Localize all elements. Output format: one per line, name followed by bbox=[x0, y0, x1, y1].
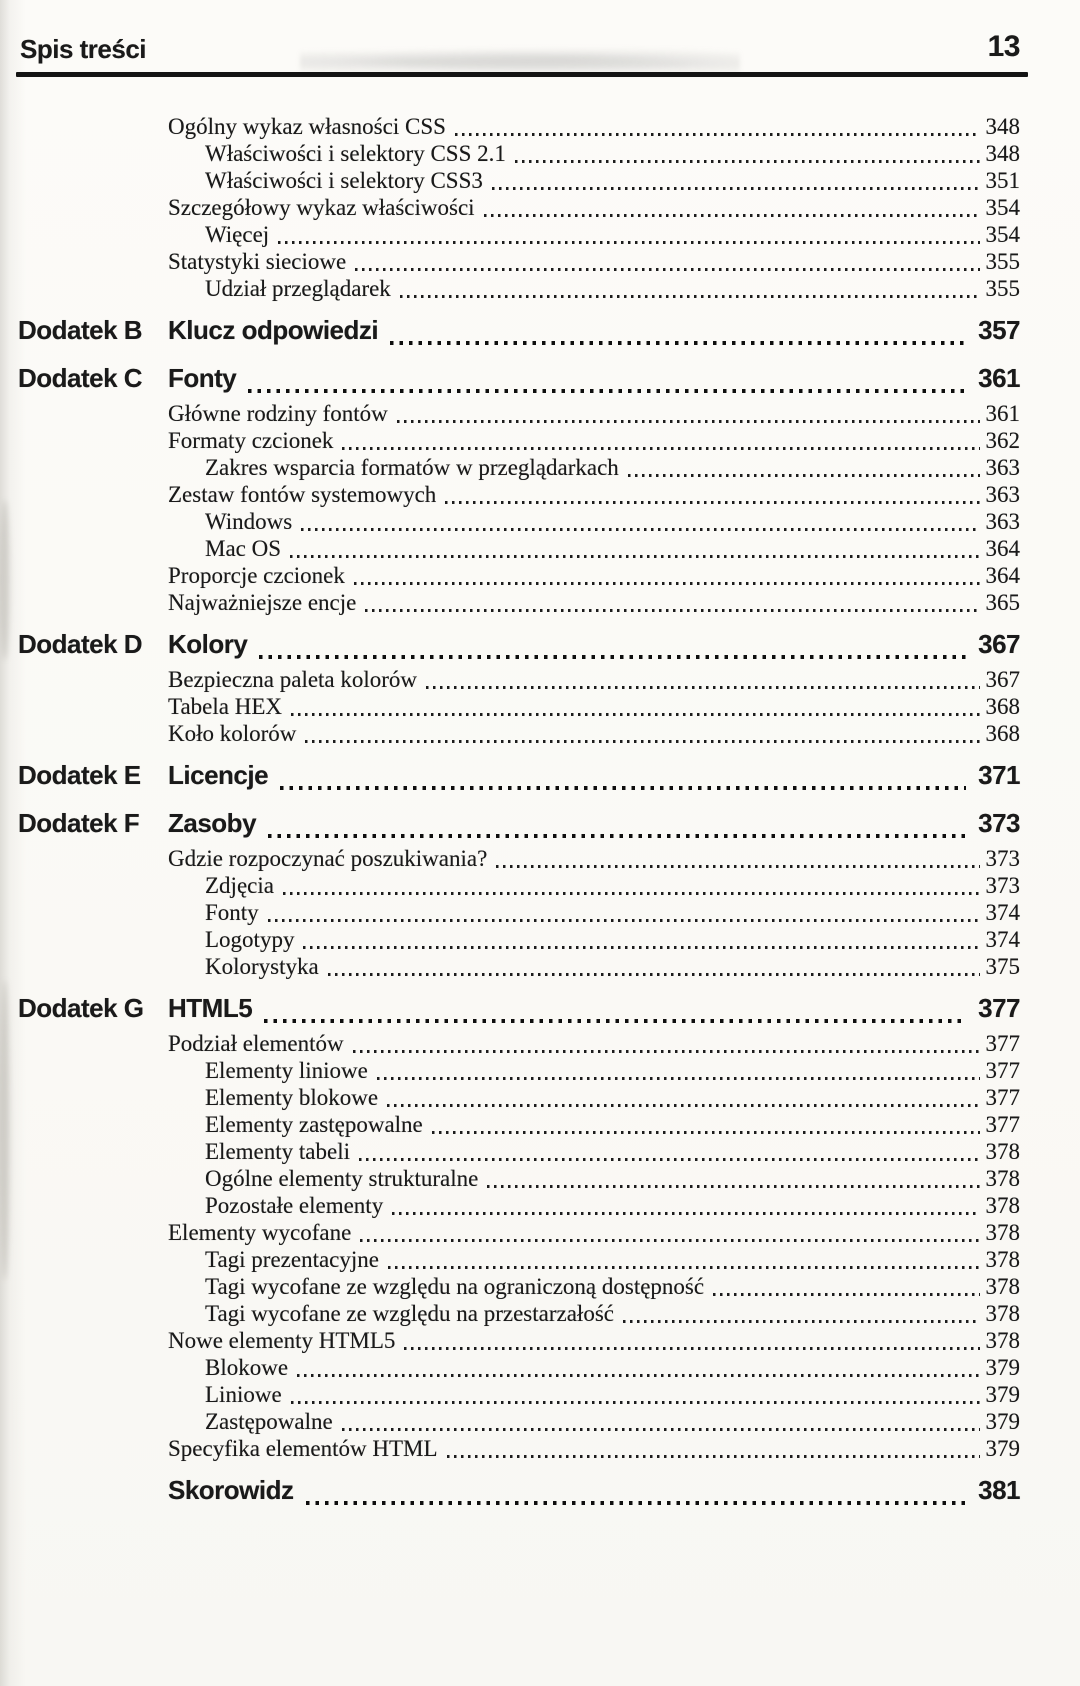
toc-entry-page: 368 bbox=[985, 721, 1020, 746]
dot-leader bbox=[713, 1293, 979, 1296]
dot-leader bbox=[291, 713, 980, 716]
toc-entry-title: Elementy blokowe bbox=[205, 1085, 379, 1110]
dot-leader bbox=[305, 740, 979, 743]
toc-entry-title: Blokowe bbox=[205, 1355, 289, 1380]
dot-leader bbox=[487, 1185, 979, 1188]
toc-chapter-title: Licencje bbox=[168, 760, 269, 790]
toc-entry-title: Główne rodziny fontów bbox=[168, 401, 388, 426]
toc-entry-title: Nowe elementy HTML5 bbox=[168, 1328, 396, 1353]
toc-chapter-title: Zasoby bbox=[168, 808, 257, 838]
toc-entry-page: 377 bbox=[985, 1085, 1020, 1110]
toc-entry bbox=[18, 590, 1020, 617]
toc-entry-page: 378 bbox=[985, 1193, 1020, 1218]
dot-leader bbox=[268, 919, 980, 922]
toc-entry-page: 364 bbox=[985, 563, 1020, 588]
toc-entry-title: Liniowe bbox=[205, 1382, 282, 1407]
toc-entry-page: 362 bbox=[985, 428, 1020, 453]
toc-chapter-row bbox=[18, 993, 1020, 1029]
toc-entry bbox=[18, 222, 1020, 249]
toc-entry-page: 348 bbox=[985, 141, 1020, 166]
toc-entry-page: 355 bbox=[985, 249, 1020, 274]
toc-entry-title: Fonty bbox=[205, 900, 259, 925]
toc-entry bbox=[18, 1139, 1020, 1166]
toc-chapter-page: 381 bbox=[978, 1475, 1020, 1505]
toc-entry-title: Zdjęcia bbox=[205, 873, 274, 898]
toc-entry bbox=[18, 1058, 1020, 1085]
toc-entry-title: Tagi wycofane ze względu na ograniczoną dostępność bbox=[205, 1274, 705, 1299]
toc-entry bbox=[18, 1436, 1020, 1463]
dot-leader bbox=[301, 528, 979, 531]
toc-entry bbox=[18, 954, 1020, 981]
toc-entry-page: 375 bbox=[985, 954, 1020, 979]
toc-entry-title: Bezpieczna paleta kolorów bbox=[168, 667, 418, 692]
toc-chapter-label: Dodatek G bbox=[18, 993, 144, 1023]
toc-entry-title: Więcej bbox=[205, 222, 270, 247]
toc-entry-page: 348 bbox=[985, 114, 1020, 139]
toc-chapter-row bbox=[18, 808, 1020, 844]
toc-entry bbox=[18, 1409, 1020, 1436]
toc-chapter-row bbox=[18, 1475, 1020, 1511]
dot-leader bbox=[397, 420, 980, 423]
toc-entry-title: Windows bbox=[205, 509, 293, 534]
dot-leader bbox=[342, 1428, 980, 1431]
dot-leader bbox=[388, 1266, 980, 1269]
toc-entry bbox=[18, 1112, 1020, 1139]
toc-chapter-title: HTML5 bbox=[168, 993, 253, 1023]
toc-entry bbox=[18, 114, 1020, 141]
dot-leader bbox=[264, 1019, 966, 1023]
dot-leader bbox=[306, 1501, 967, 1505]
toc-chapter-title: Skorowidz bbox=[168, 1475, 294, 1505]
toc-entry-title: Elementy zastępowalne bbox=[205, 1112, 423, 1137]
toc-entry bbox=[18, 1031, 1020, 1058]
toc-entry-page: 379 bbox=[985, 1355, 1020, 1380]
toc-entry-title: Specyfika elementów HTML bbox=[168, 1436, 438, 1461]
toc-chapter-label: Dodatek C bbox=[18, 363, 143, 393]
dot-leader bbox=[303, 946, 979, 949]
toc-entry bbox=[18, 1328, 1020, 1355]
toc-chapter-label: Dodatek E bbox=[18, 760, 141, 790]
toc-entry-title: Zastępowalne bbox=[205, 1409, 333, 1434]
toc-entry-title: Właściwości i selektory CSS 2.1 bbox=[205, 141, 506, 166]
toc-entry-title: Elementy liniowe bbox=[205, 1058, 368, 1083]
toc-entry bbox=[18, 249, 1020, 276]
toc-entry bbox=[18, 873, 1020, 900]
toc-entry bbox=[18, 141, 1020, 168]
toc-chapter-page: 361 bbox=[978, 363, 1020, 393]
dot-leader bbox=[259, 655, 966, 659]
toc-entry bbox=[18, 276, 1020, 303]
toc-entry bbox=[18, 1382, 1020, 1409]
dot-leader bbox=[628, 474, 980, 477]
dot-leader bbox=[342, 447, 979, 450]
toc-entry-page: 379 bbox=[985, 1436, 1020, 1461]
toc-entry bbox=[18, 1274, 1020, 1301]
toc-entry bbox=[18, 482, 1020, 509]
toc-entry bbox=[18, 509, 1020, 536]
toc-entry-page: 378 bbox=[985, 1328, 1020, 1353]
toc-chapter-page: 371 bbox=[978, 760, 1020, 790]
toc-entry bbox=[18, 927, 1020, 954]
toc-entry-page: 377 bbox=[985, 1058, 1020, 1083]
dot-leader bbox=[248, 389, 966, 393]
toc-entry-title: Tagi wycofane ze względu na przestarzałość bbox=[205, 1301, 614, 1326]
toc-entry-title: Elementy wycofane bbox=[168, 1220, 352, 1245]
toc-entry-title: Podział elementów bbox=[168, 1031, 344, 1056]
toc-entry-title: Właściwości i selektory CSS3 bbox=[205, 168, 483, 193]
toc-entry-title: Statystyki sieciowe bbox=[168, 249, 347, 274]
scan-edge-blotch bbox=[0, 500, 10, 660]
dot-leader bbox=[283, 892, 980, 895]
dot-leader bbox=[392, 1212, 979, 1215]
toc-entry bbox=[18, 168, 1020, 195]
dot-leader bbox=[328, 973, 980, 976]
dot-leader bbox=[360, 1239, 979, 1242]
toc-chapter-row bbox=[18, 760, 1020, 796]
dot-leader bbox=[291, 1401, 980, 1404]
toc-entry-page: 379 bbox=[985, 1382, 1020, 1407]
toc-entry-title: Formaty czcionek bbox=[168, 428, 334, 453]
toc-entry bbox=[18, 1355, 1020, 1382]
toc-entry-page: 378 bbox=[985, 1220, 1020, 1245]
toc-entry-page: 354 bbox=[985, 195, 1020, 220]
toc-entry-title: Tagi prezentacyjne bbox=[205, 1247, 379, 1272]
toc-entry-page: 379 bbox=[985, 1409, 1020, 1434]
scan-edge-blotch bbox=[0, 980, 10, 1280]
toc-entry bbox=[18, 195, 1020, 222]
toc-entry-page: 378 bbox=[985, 1301, 1020, 1326]
toc-entry bbox=[18, 401, 1020, 428]
dot-leader bbox=[280, 786, 966, 790]
dot-leader bbox=[359, 1158, 980, 1161]
dot-leader bbox=[447, 1455, 980, 1458]
toc-chapter-title: Fonty bbox=[168, 363, 237, 393]
toc-entry-title: Najważniejsze encje bbox=[168, 590, 357, 615]
toc-chapter-page: 357 bbox=[978, 315, 1020, 345]
toc-entry bbox=[18, 721, 1020, 748]
dot-leader bbox=[390, 341, 966, 345]
toc-entry bbox=[18, 563, 1020, 590]
toc-entry-page: 368 bbox=[985, 694, 1020, 719]
toc-entry-title: Kolorystyka bbox=[205, 954, 319, 979]
dot-leader bbox=[426, 686, 979, 689]
toc-chapter-row bbox=[18, 363, 1020, 399]
dot-leader bbox=[387, 1104, 979, 1107]
dot-leader bbox=[623, 1320, 980, 1323]
toc-entry bbox=[18, 667, 1020, 694]
dot-leader bbox=[496, 865, 979, 868]
toc-entry bbox=[18, 1085, 1020, 1112]
toc-entry-page: 378 bbox=[985, 1139, 1020, 1164]
toc-entry-title: Ogólne elementy strukturalne bbox=[205, 1166, 479, 1191]
toc-entry-title: Udział przeglądarek bbox=[205, 276, 391, 301]
toc-entry-page: 367 bbox=[985, 667, 1020, 692]
toc-entry-page: 355 bbox=[985, 276, 1020, 301]
toc-entry bbox=[18, 900, 1020, 927]
dot-leader bbox=[354, 582, 980, 585]
dot-leader bbox=[268, 834, 966, 838]
dot-leader bbox=[353, 1050, 980, 1053]
toc-entry-page: 378 bbox=[985, 1247, 1020, 1272]
toc-chapter-title: Kolory bbox=[168, 629, 248, 659]
toc-entry-title: Koło kolorów bbox=[168, 721, 297, 746]
toc-entry-page: 361 bbox=[985, 401, 1020, 426]
dot-leader bbox=[404, 1347, 979, 1350]
dot-leader bbox=[377, 1077, 980, 1080]
toc-entry-page: 363 bbox=[985, 482, 1020, 507]
toc-chapter-page: 373 bbox=[978, 808, 1020, 838]
toc-entry-page: 365 bbox=[985, 590, 1020, 615]
toc-entry-page: 351 bbox=[985, 168, 1020, 193]
toc-entry bbox=[18, 455, 1020, 482]
toc bbox=[18, 114, 1020, 1513]
toc-entry bbox=[18, 694, 1020, 721]
dot-leader bbox=[455, 133, 980, 136]
toc-entry-page: 364 bbox=[985, 536, 1020, 561]
toc-chapter-title: Klucz odpowiedzi bbox=[168, 315, 379, 345]
toc-entry-page: 373 bbox=[985, 846, 1020, 871]
page-number: 13 bbox=[987, 30, 1020, 63]
toc-entry bbox=[18, 846, 1020, 873]
toc-entry-title: Ogólny wykaz własności CSS bbox=[168, 114, 446, 139]
toc-entry-page: 377 bbox=[985, 1112, 1020, 1137]
toc-entry-title: Elementy tabeli bbox=[205, 1139, 350, 1164]
dot-leader bbox=[290, 555, 979, 558]
dot-leader bbox=[445, 501, 979, 504]
toc-entry-title: Proporcje czcionek bbox=[168, 563, 345, 588]
toc-entry-page: 374 bbox=[985, 927, 1020, 952]
dot-leader bbox=[400, 295, 980, 298]
toc-chapter-label: Dodatek D bbox=[18, 629, 143, 659]
toc-entry-page: 373 bbox=[985, 873, 1020, 898]
toc-entry-page: 354 bbox=[985, 222, 1020, 247]
toc-entry-page: 374 bbox=[985, 900, 1020, 925]
dot-leader bbox=[278, 241, 979, 244]
toc-chapter-row bbox=[18, 629, 1020, 665]
toc-entry-title: Zestaw fontów systemowych bbox=[168, 482, 437, 507]
toc-entry-title: Pozostałe elementy bbox=[205, 1193, 384, 1218]
toc-chapter-label: Dodatek B bbox=[18, 315, 143, 345]
toc-entry-title: Zakres wsparcia formatów w przeglądarkach bbox=[205, 455, 619, 480]
toc-entry-page: 363 bbox=[985, 455, 1020, 480]
toc-entry-page: 363 bbox=[985, 509, 1020, 534]
toc-chapter-label: Dodatek F bbox=[18, 808, 140, 838]
toc-entry-title: Tabela HEX bbox=[168, 694, 282, 719]
toc-chapter-page: 367 bbox=[978, 629, 1020, 659]
dot-leader bbox=[515, 160, 980, 163]
toc-entry bbox=[18, 428, 1020, 455]
dot-leader bbox=[355, 268, 979, 271]
toc-entry bbox=[18, 1220, 1020, 1247]
toc-entry bbox=[18, 1166, 1020, 1193]
toc-entry-title: Logotypy bbox=[205, 927, 295, 952]
page-title: Spis treści bbox=[20, 34, 147, 64]
dot-leader bbox=[484, 214, 980, 217]
toc-chapter-row bbox=[18, 315, 1020, 351]
dot-leader bbox=[297, 1374, 979, 1377]
header-rule bbox=[16, 72, 1028, 77]
toc-entry bbox=[18, 1301, 1020, 1328]
dot-leader bbox=[492, 187, 980, 190]
toc-entry-title: Gdzie rozpoczynać poszukiwania? bbox=[168, 846, 488, 871]
toc-entry bbox=[18, 536, 1020, 563]
toc-entry-page: 377 bbox=[985, 1031, 1020, 1056]
toc-entry bbox=[18, 1247, 1020, 1274]
toc-entry bbox=[18, 1193, 1020, 1220]
toc-entry-page: 378 bbox=[985, 1166, 1020, 1191]
toc-chapter-page: 377 bbox=[978, 993, 1020, 1023]
dot-leader bbox=[365, 609, 979, 612]
dot-leader bbox=[432, 1131, 980, 1134]
toc-entry-title: Mac OS bbox=[205, 536, 282, 561]
toc-entry-title: Szczegółowy wykaz właściwości bbox=[168, 195, 475, 220]
toc-entry-page: 378 bbox=[985, 1274, 1020, 1299]
